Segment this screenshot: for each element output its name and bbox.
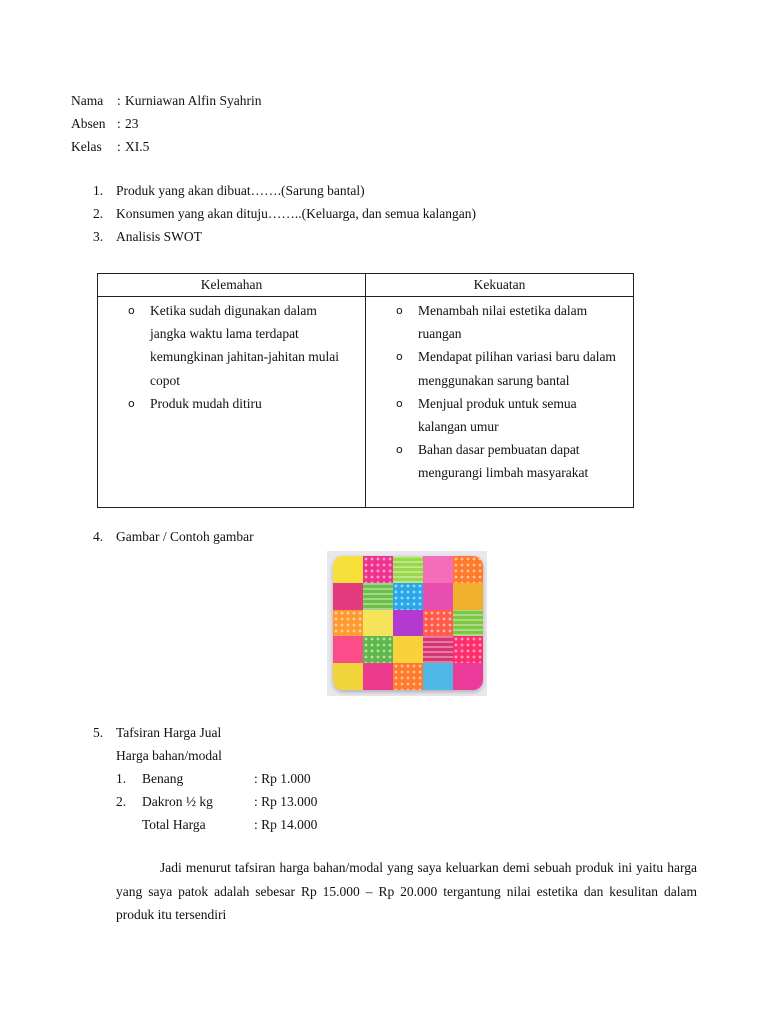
list-item [93, 228, 202, 246]
pillow-patch [363, 556, 393, 583]
price-total-row [142, 816, 317, 834]
pillow-patch [453, 610, 483, 637]
pillow-patch [453, 556, 483, 583]
strength-text: Menambah nilai estetika dalam ruangan [418, 303, 588, 342]
list-number: 2. [93, 206, 104, 221]
pillow-image [327, 551, 487, 696]
price-number: 2. [116, 794, 127, 809]
strength-cell [366, 297, 634, 508]
pillow-patch [423, 663, 453, 690]
price-item: Benang [142, 771, 184, 786]
list-item [93, 724, 221, 742]
list-item [366, 345, 633, 391]
list-text: Gambar / Contoh gambar [116, 529, 254, 544]
absen-label: Absen [71, 116, 106, 131]
pillow-patch [393, 663, 423, 690]
weakness-list [98, 299, 365, 415]
conclusion-paragraph [116, 856, 697, 927]
pillow-patch [363, 636, 393, 663]
list-item [98, 392, 365, 415]
list-item [366, 392, 633, 438]
pillow-patch [423, 636, 453, 663]
pillow-patch [393, 636, 423, 663]
bullet-icon: o [396, 443, 403, 457]
pillow-patch [423, 556, 453, 583]
list-text: Tafsiran Harga Jual [116, 725, 222, 740]
strength-text: Bahan dasar pembuatan dapat mengurangi limbah masyarakat [418, 442, 589, 481]
pillow-patch [333, 583, 363, 610]
pillow-patch [393, 610, 423, 637]
bullet-icon: o [396, 396, 403, 410]
list-item [366, 438, 633, 484]
price-row [116, 793, 317, 811]
list-number: 1. [93, 183, 104, 198]
nama-value: Kurniawan Alfin Syahrin [125, 93, 262, 108]
nama-label: Nama [71, 93, 104, 108]
pillow-patch [333, 556, 363, 583]
kelas-label: Kelas [71, 139, 102, 154]
kelas-value: XI.5 [125, 139, 150, 154]
price-subtitle: Harga bahan/modal [116, 748, 222, 763]
price-item: Dakron ½ kg [142, 794, 213, 809]
list-text: Produk yang akan dibuat…….(Sarung bantal) [116, 183, 365, 198]
weakness-text: Ketika sudah digunakan dalam jangka waktu lama terdapat kemungkinan jahitan-jahitan mulai copot [150, 303, 339, 388]
pillow-patch [363, 583, 393, 610]
price-number: 1. [116, 771, 127, 786]
price-value: : Rp 1.000 [254, 771, 311, 786]
weakness-header: Kelemahan [98, 274, 366, 297]
pillow-patch [363, 663, 393, 690]
swot-table [97, 273, 634, 508]
list-text: Analisis SWOT [116, 229, 202, 244]
list-item [98, 299, 365, 392]
list-item [93, 528, 254, 546]
nama-row [71, 92, 261, 110]
total-label: Total Harga [142, 817, 206, 832]
nama-separator: : [117, 93, 121, 108]
kelas-row [71, 138, 149, 156]
weakness-text: Produk mudah ditiru [150, 395, 262, 411]
pillow-patch [393, 583, 423, 610]
list-item [93, 205, 476, 223]
pillow-patch [453, 583, 483, 610]
pillow-patch [453, 636, 483, 663]
strength-text: Mendapat pilihan variasi baru dalam menggunakan sarung bantal [418, 349, 616, 388]
pillow-patch [423, 583, 453, 610]
pillow-patch [333, 636, 363, 663]
strength-text: Menjual produk untuk semua kalangan umur [418, 395, 577, 435]
weakness-cell [98, 297, 366, 508]
bullet-icon: o [396, 350, 403, 364]
conclusion-text: Jadi menurut tafsiran harga bahan/modal yang saya keluarkan demi sebuah produk ini yaitu harga yang saya patok adalah sebesar Rp 15.000 – Rp 20.000 tergantung nilai estetika dan kesulitan dalam produk itu tersendiri [116, 860, 697, 922]
patchwork-pillow [333, 556, 483, 690]
absen-row [71, 115, 139, 133]
list-number: 3. [93, 229, 104, 244]
list-number: 4. [93, 529, 104, 544]
total-value: : Rp 14.000 [254, 817, 318, 832]
pillow-patch [423, 610, 453, 637]
kelas-separator: : [117, 139, 121, 154]
pillow-patch [333, 663, 363, 690]
pillow-patch [393, 556, 423, 583]
pillow-patch [363, 610, 393, 637]
bullet-icon: o [128, 396, 135, 410]
list-text: Konsumen yang akan dituju……..(Keluarga, dan semua kalangan) [116, 206, 477, 221]
list-number: 5. [93, 725, 104, 740]
price-value: : Rp 13.000 [254, 794, 318, 809]
absen-value: 23 [125, 116, 139, 131]
strength-list [366, 299, 633, 485]
pillow-patch [333, 610, 363, 637]
pillow-patch [453, 663, 483, 690]
strength-header: Kekuatan [366, 274, 634, 297]
price-row [116, 770, 311, 788]
list-item [366, 299, 633, 345]
bullet-icon: o [128, 304, 135, 317]
list-item [93, 182, 365, 200]
bullet-icon: o [396, 304, 403, 317]
absen-separator: : [117, 116, 121, 131]
